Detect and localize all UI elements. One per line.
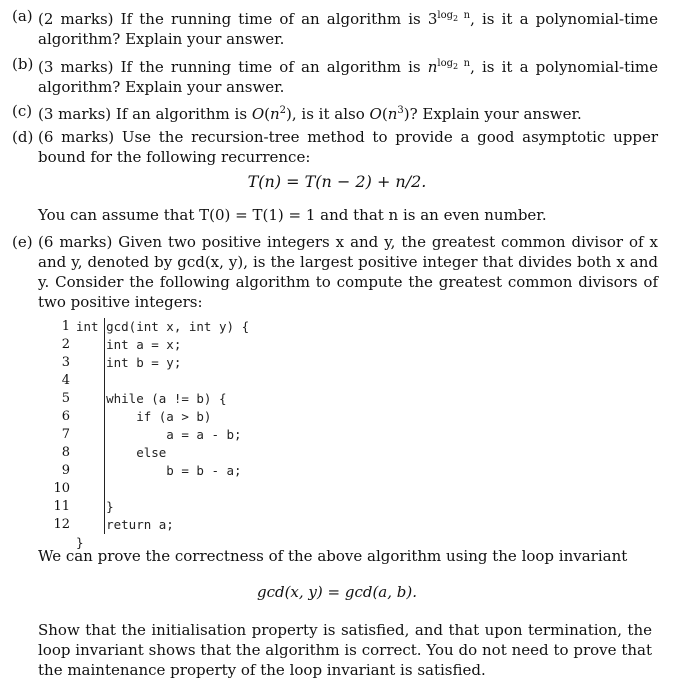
- code-line: 6 if (a > b): [61, 409, 212, 424]
- question-b: [12, 54, 658, 97]
- code-line: 2 int a = x;: [61, 337, 182, 352]
- question-label: (c): [12, 102, 33, 120]
- question-label: (e): [12, 233, 33, 251]
- question-label: (b): [12, 55, 34, 73]
- question-c: [12, 101, 658, 124]
- code-line: }: [76, 535, 84, 550]
- closing-paragraph: Show that the initialisation property is satisfied, and that upon termination, the loop invariant shows that the algorithm is correct. You do not need to prove that the maintenance property of the loop invariant is satisfied.: [38, 621, 652, 679]
- code-line: 3 int b = y;: [61, 355, 182, 370]
- question-d: [12, 127, 658, 167]
- code-line: 4: [61, 373, 70, 388]
- code-line: 5 while (a != b) {: [61, 391, 227, 406]
- code-line: 9 b = b - a;: [61, 463, 242, 478]
- invariant-intro: We can prove the correctness of the above algorithm using the loop invariant: [38, 547, 628, 565]
- code-line: 1 int gcd(int x, int y) {: [61, 319, 250, 334]
- question-text: (3 marks) If an algorithm is $O(n^2)$, is it also $O(n^3)$? Explain your answer.: [38, 105, 582, 123]
- code-line: 7 a = a - b;: [61, 427, 242, 442]
- question-e: [12, 232, 658, 312]
- code-line: 11 }: [53, 499, 114, 514]
- code-line: 10: [53, 481, 70, 496]
- question-text: (3 marks) If the running time of an algorithm is $n^{log_2 n}$, is it a polynomial-time algorithm? Explain your answer.: [38, 58, 658, 96]
- question-a: [12, 6, 658, 49]
- question-text: (2 marks) If the running time of an algorithm is $3^{log_2 n}$, is it a polynomial-time algorithm? Explain your answer.: [38, 10, 658, 48]
- question-text: (6 marks) Use the recursion-tree method to provide a good asymptotic upper bound for the following recurrence:: [38, 128, 658, 166]
- recurrence-equation: T(n) = T(n − 2) + n/2.: [247, 172, 427, 191]
- question-label: (d): [12, 128, 34, 146]
- code-listing: [53, 318, 496, 552]
- code-line: 8 else: [61, 445, 167, 460]
- question-d-note: You can assume that T(0) = T(1) = 1 and that n is an even number.: [38, 206, 547, 224]
- code-line: 12 return a;: [53, 517, 174, 532]
- question-text: (6 marks) Given two positive integers x and y, the greatest common divisor of x and y, denoted by gcd(x, y), is the largest positive integer that divides both x and y. Consider the following algorithm to compute the greatest common divisors of two positive integers:: [38, 233, 658, 311]
- question-label: (a): [12, 7, 33, 25]
- loop-invariant: gcd(x, y) = gcd(a, b).: [256, 583, 418, 601]
